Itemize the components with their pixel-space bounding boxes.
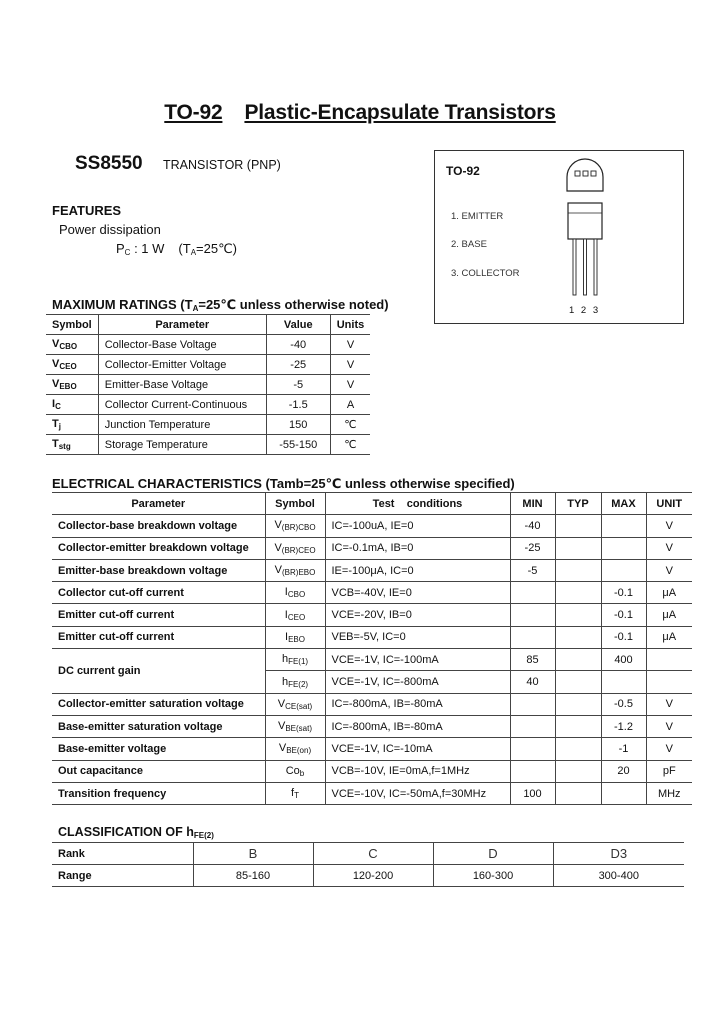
unit-cell: pF <box>646 760 692 782</box>
table-row <box>52 760 692 782</box>
unit-cell: V <box>646 537 692 559</box>
column-header: Parameter <box>98 315 266 335</box>
value-cell: -55-150 <box>266 435 330 455</box>
conditions-cell: VCE=-1V, IC=-800mA <box>325 671 510 693</box>
parameter-cell: Storage Temperature <box>98 435 266 455</box>
min-cell: -40 <box>510 515 555 537</box>
table-row <box>52 649 692 671</box>
page-title <box>0 101 720 125</box>
column-header: Value <box>266 315 330 335</box>
min-cell: 85 <box>510 649 555 671</box>
max-cell: -0.5 <box>601 693 646 715</box>
table-row <box>52 604 692 626</box>
parameter-cell: Collector cut-off current <box>52 582 265 604</box>
unit-cell: V <box>330 375 370 395</box>
conditions-cell: VCB=-10V, IE=0mA,f=1MHz <box>325 760 510 782</box>
range-cell: 120-200 <box>313 865 433 887</box>
column-header: TYP <box>555 493 601 515</box>
title-package: TO-92 <box>164 101 223 124</box>
range-cell: 85-160 <box>193 865 313 887</box>
typ-cell <box>555 604 601 626</box>
max-ratings-title: MAXIMUM RATINGS ($T_A=25℃$ unless otherwise noted) <box>52 297 389 313</box>
typ-cell <box>555 715 601 737</box>
table-row <box>52 693 692 715</box>
pin-3-label: 3. COLLECTOR <box>451 268 520 279</box>
table-row <box>52 626 692 648</box>
unit-cell: μA <box>646 604 692 626</box>
table-row <box>52 782 692 804</box>
max-cell: -1.2 <box>601 715 646 737</box>
max-cell: 400 <box>601 649 646 671</box>
table-row <box>52 537 692 559</box>
symbol-cell: $I_{EBO}$ <box>265 626 325 648</box>
unit-cell: V <box>646 515 692 537</box>
parameter-cell: Emitter cut-off current <box>52 626 265 648</box>
symbol-cell: $T_j$ <box>46 415 98 435</box>
unit-cell: V <box>330 355 370 375</box>
table-row <box>46 335 370 355</box>
symbol-cell: $V_{(BR)CEO}$ <box>265 537 325 559</box>
value-cell: -40 <box>266 335 330 355</box>
table-row <box>52 559 692 581</box>
symbol-cell: $h_{FE(1)}$ <box>265 649 325 671</box>
table-header-row <box>46 315 370 335</box>
symbol-cell: $Co_b$ <box>265 760 325 782</box>
min-cell <box>510 738 555 760</box>
column-header: Symbol <box>46 315 98 335</box>
table-row <box>46 355 370 375</box>
rank-cell: D <box>433 843 553 865</box>
conditions-cell: VEB=-5V, IC=0 <box>325 626 510 648</box>
conditions-cell: VCE=-1V, IC=-10mA <box>325 738 510 760</box>
rank-cell: B <box>193 843 313 865</box>
max-cell: -0.1 <box>601 626 646 648</box>
parameter-cell: Out capacitance <box>52 760 265 782</box>
conditions-cell: IC=-800mA, IB=-80mA <box>325 715 510 737</box>
value-cell: -1.5 <box>266 395 330 415</box>
min-cell <box>510 693 555 715</box>
package-name: TO-92 <box>446 164 480 178</box>
table-row <box>52 738 692 760</box>
min-cell: 100 <box>510 782 555 804</box>
unit-cell <box>646 649 692 671</box>
value-cell: -25 <box>266 355 330 375</box>
parameter-cell: Junction Temperature <box>98 415 266 435</box>
table-row <box>52 715 692 737</box>
max-cell <box>601 782 646 804</box>
unit-cell <box>646 671 692 693</box>
pin-2-label: 2. BASE <box>451 239 487 250</box>
range-cell: 160-300 <box>433 865 553 887</box>
parameter-cell: Collector-Base Voltage <box>98 335 266 355</box>
table-header-row <box>52 493 692 515</box>
symbol-cell: $V_{BE(sat)}$ <box>265 715 325 737</box>
column-header: UNIT <box>646 493 692 515</box>
unit-cell: V <box>330 335 370 355</box>
range-cell: 300-400 <box>553 865 684 887</box>
title-description: Plastic-Encapsulate Transistors <box>244 101 556 124</box>
pin-1-label: 1. EMITTER <box>451 211 504 222</box>
typ-cell <box>555 738 601 760</box>
typ-cell <box>555 515 601 537</box>
max-cell: -0.1 <box>601 582 646 604</box>
conditions-cell: VCB=-40V, IE=0 <box>325 582 510 604</box>
max-cell <box>601 537 646 559</box>
typ-cell <box>555 760 601 782</box>
min-cell: -25 <box>510 537 555 559</box>
range-row <box>52 865 684 887</box>
conditions-cell: IC=-100uA, IE=0 <box>325 515 510 537</box>
value-cell: -5 <box>266 375 330 395</box>
max-cell: -0.1 <box>601 604 646 626</box>
table-row <box>52 515 692 537</box>
table-row <box>46 435 370 455</box>
table-row <box>52 582 692 604</box>
conditions-cell: VCE=-1V, IC=-100mA <box>325 649 510 671</box>
min-cell <box>510 626 555 648</box>
typ-cell <box>555 693 601 715</box>
symbol-cell: $V_{BE(on)}$ <box>265 738 325 760</box>
conditions-cell: VCE=-10V, IC=-50mA,f=30MHz <box>325 782 510 804</box>
electrical-title: ELECTRICAL CHARACTERISTICS (Tamb=25℃ unless otherwise specified) <box>52 476 515 491</box>
symbol-cell: $V_{(BR)EBO}$ <box>265 559 325 581</box>
power-dissipation-value: $P_C$ : 1 W $(T_A=25℃)$ <box>116 241 238 257</box>
max-cell <box>601 559 646 581</box>
typ-cell <box>555 782 601 804</box>
classification-title: CLASSIFICATION OF $h_{FE(2)}$ <box>58 825 214 840</box>
max-cell: 20 <box>601 760 646 782</box>
parameter-cell: Collector-Emitter Voltage <box>98 355 266 375</box>
symbol-cell: $I_C$ <box>46 395 98 415</box>
unit-cell: A <box>330 395 370 415</box>
unit-cell: V <box>646 559 692 581</box>
conditions-cell: VCE=-20V, IB=0 <box>325 604 510 626</box>
min-cell: 40 <box>510 671 555 693</box>
min-cell <box>510 715 555 737</box>
unit-cell: ℃ <box>330 435 370 455</box>
typ-cell <box>555 626 601 648</box>
symbol-cell: $V_{CBO}$ <box>46 335 98 355</box>
table-row <box>46 395 370 415</box>
parameter-cell: Emitter cut-off current <box>52 604 265 626</box>
table-row <box>46 375 370 395</box>
symbol-cell: $I_{CBO}$ <box>265 582 325 604</box>
min-cell <box>510 760 555 782</box>
rank-label: Rank <box>52 843 193 865</box>
power-dissipation-label: Power dissipation <box>59 222 161 237</box>
parameter-cell: Base-emitter saturation voltage <box>52 715 265 737</box>
parameter-cell: DC current gain <box>52 649 265 694</box>
part-type: TRANSISTOR (PNP) <box>163 158 281 172</box>
parameter-cell: Base-emitter voltage <box>52 738 265 760</box>
table-row <box>46 415 370 435</box>
min-cell: -5 <box>510 559 555 581</box>
features-heading: FEATURES <box>52 203 122 218</box>
symbol-cell: $T_{stg}$ <box>46 435 98 455</box>
symbol-cell: $V_{EBO}$ <box>46 375 98 395</box>
symbol-cell: $I_{CEO}$ <box>265 604 325 626</box>
symbol-cell: $V_{CEO}$ <box>46 355 98 375</box>
column-header: Test conditions <box>325 493 510 515</box>
unit-cell: μA <box>646 626 692 648</box>
max-cell: -1 <box>601 738 646 760</box>
rank-cell: C <box>313 843 433 865</box>
classification-table <box>52 842 684 887</box>
value-cell: 150 <box>266 415 330 435</box>
symbol-cell: $h_{FE(2)}$ <box>265 671 325 693</box>
parameter-cell: Collector Current-Continuous <box>98 395 266 415</box>
pin-numbers: 1 2 3 <box>569 305 601 316</box>
min-cell <box>510 604 555 626</box>
electrical-table <box>52 492 692 805</box>
unit-cell: MHz <box>646 782 692 804</box>
conditions-cell: IE=-100μA, IC=0 <box>325 559 510 581</box>
parameter-cell: Emitter-base breakdown voltage <box>52 559 265 581</box>
typ-cell <box>555 671 601 693</box>
conditions-cell: IC=-0.1mA, IB=0 <box>325 537 510 559</box>
column-header: MAX <box>601 493 646 515</box>
parameter-cell: Collector-base breakdown voltage <box>52 515 265 537</box>
symbol-cell: $f_T$ <box>265 782 325 804</box>
min-cell <box>510 582 555 604</box>
parameter-cell: Emitter-Base Voltage <box>98 375 266 395</box>
parameter-cell: Transition frequency <box>52 782 265 804</box>
column-header: Symbol <box>265 493 325 515</box>
parameter-cell: Collector-emitter saturation voltage <box>52 693 265 715</box>
conditions-cell: IC=-800mA, IB=-80mA <box>325 693 510 715</box>
part-number: SS8550 <box>75 153 143 174</box>
rank-cell: D3 <box>553 843 684 865</box>
typ-cell <box>555 537 601 559</box>
typ-cell <box>555 649 601 671</box>
column-header: Parameter <box>52 493 265 515</box>
rank-row <box>52 843 684 865</box>
unit-cell: V <box>646 738 692 760</box>
to92-package-drawing <box>555 155 615 300</box>
typ-cell <box>555 559 601 581</box>
unit-cell: V <box>646 715 692 737</box>
symbol-cell: $V_{CE(sat)}$ <box>265 693 325 715</box>
typ-cell <box>555 582 601 604</box>
max-cell <box>601 515 646 537</box>
column-header: Units <box>330 315 370 335</box>
unit-cell: V <box>646 693 692 715</box>
range-label: Range <box>52 865 193 887</box>
symbol-cell: $V_{(BR)CBO}$ <box>265 515 325 537</box>
unit-cell: μA <box>646 582 692 604</box>
parameter-cell: Collector-emitter breakdown voltage <box>52 537 265 559</box>
max-cell <box>601 671 646 693</box>
max-ratings-table <box>46 314 370 455</box>
column-header: MIN <box>510 493 555 515</box>
unit-cell: ℃ <box>330 415 370 435</box>
